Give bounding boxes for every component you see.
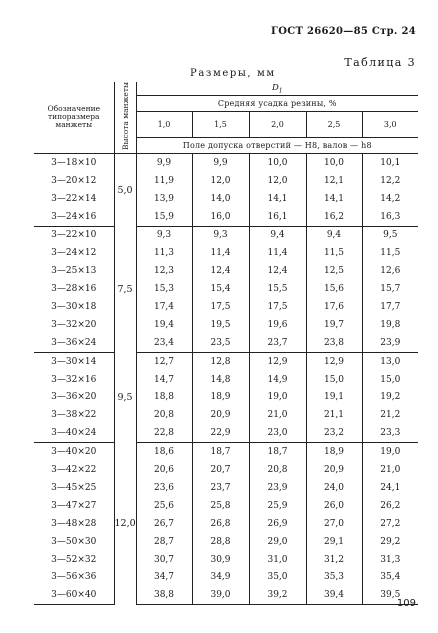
d1-value: 18,9 bbox=[192, 389, 249, 407]
d1-value: 27,2 bbox=[380, 518, 401, 529]
d1-value: 17,4 bbox=[136, 298, 192, 316]
d1-value: 20,8 bbox=[249, 461, 306, 479]
table-row bbox=[34, 352, 418, 370]
cuff-designation: 3—25×13 bbox=[34, 262, 114, 280]
d1-value: 22,8 bbox=[136, 424, 192, 442]
cuff-designation: 3—40×24 bbox=[34, 424, 114, 442]
d1-value: 17,7 bbox=[380, 302, 401, 313]
d1-value: 9,4 bbox=[249, 226, 306, 244]
cuff-designation: 3—22×10 bbox=[34, 226, 114, 244]
d1-value: 18,9 bbox=[306, 443, 362, 461]
d1-value: 21,1 bbox=[306, 406, 362, 424]
d1-header bbox=[136, 82, 418, 96]
d1-value: 20,9 bbox=[192, 406, 249, 424]
designation-header: Обозначение типоразмера манжеты bbox=[34, 82, 114, 153]
page-header: ГОСТ 26620—85 Стр. 24 bbox=[270, 26, 416, 37]
cuff-designation: 3—24×12 bbox=[34, 244, 114, 262]
d1-value: 12,9 bbox=[249, 352, 306, 370]
table-row bbox=[34, 334, 418, 352]
table-row bbox=[34, 406, 418, 424]
d1-value: 19,8 bbox=[380, 319, 401, 330]
table-row bbox=[34, 479, 418, 497]
d1-value: 23,3 bbox=[362, 424, 418, 442]
table-row bbox=[34, 316, 418, 334]
cuff-designation: 3—20×12 bbox=[34, 172, 114, 190]
cuff-height: 12,0 bbox=[114, 443, 136, 605]
d1-value: 19,0 bbox=[380, 447, 401, 458]
d1-value: 15,4 bbox=[192, 280, 249, 298]
d1-value: 30,9 bbox=[192, 551, 249, 569]
d1-value: 20,6 bbox=[136, 461, 192, 479]
d1-value: 9,4 bbox=[306, 226, 362, 244]
d1-value: 14,1 bbox=[306, 190, 362, 208]
d1-value: 11,4 bbox=[192, 244, 249, 262]
d1-value: 29,2 bbox=[380, 536, 401, 547]
table-row bbox=[34, 461, 418, 479]
d1-value: 10,0 bbox=[249, 153, 306, 171]
d1-value: 38,8 bbox=[136, 586, 192, 604]
cuff-designation: 3—28×16 bbox=[34, 280, 114, 298]
d1-value: 12,4 bbox=[249, 262, 306, 280]
d1-value: 31,2 bbox=[306, 551, 362, 569]
d1-value: 15,5 bbox=[249, 280, 306, 298]
shrinkage-col-2: 1,5 bbox=[192, 112, 249, 137]
d1-value: 20,9 bbox=[306, 461, 362, 479]
d1-value: 23,2 bbox=[306, 424, 362, 442]
d1-value: 20,8 bbox=[136, 406, 192, 424]
cuff-designation: 3—32×20 bbox=[34, 316, 114, 334]
d1-value: 23,7 bbox=[192, 479, 249, 497]
table-row bbox=[34, 586, 418, 604]
d1-value: 19,7 bbox=[306, 316, 362, 334]
d1-value: 31,0 bbox=[249, 551, 306, 569]
d1-value: 30,7 bbox=[136, 551, 192, 569]
d1-value: 14,0 bbox=[192, 190, 249, 208]
d1-value: 26,7 bbox=[136, 515, 192, 533]
table-row bbox=[34, 371, 418, 389]
d1-value: 12,8 bbox=[192, 352, 249, 370]
d1-value: 17,6 bbox=[306, 298, 362, 316]
table-row bbox=[34, 208, 418, 226]
d1-subscript: 1 bbox=[278, 87, 283, 95]
cuff-designation: 3—24×16 bbox=[34, 208, 114, 226]
cuff-designation: 3—42×22 bbox=[34, 461, 114, 479]
d1-value: 19,5 bbox=[192, 316, 249, 334]
d1-value: 25,9 bbox=[249, 497, 306, 515]
d1-value: 39,4 bbox=[306, 586, 362, 604]
d1-value: 12,0 bbox=[192, 172, 249, 190]
d1-value: 23,9 bbox=[249, 479, 306, 497]
d1-value: 9,9 bbox=[136, 153, 192, 171]
cuff-designation: 3—30×14 bbox=[34, 352, 114, 370]
table-body bbox=[34, 153, 418, 604]
d1-value: 26,2 bbox=[380, 500, 401, 511]
table-row bbox=[34, 298, 418, 316]
d1-value: 12,4 bbox=[192, 262, 249, 280]
cuff-height: 7,5 bbox=[114, 226, 136, 352]
d1-value: 11,5 bbox=[306, 244, 362, 262]
d1-value: 16,1 bbox=[249, 208, 306, 226]
d1-value: 23,7 bbox=[249, 334, 306, 352]
d1-value: 18,7 bbox=[249, 443, 306, 461]
cuff-designation: 3—60×40 bbox=[34, 586, 114, 604]
d1-value: 39,0 bbox=[192, 586, 249, 604]
cuff-designation: 3—32×16 bbox=[34, 371, 114, 389]
d1-value: 14,1 bbox=[249, 190, 306, 208]
d1-value: 23,9 bbox=[362, 334, 418, 352]
dimensions-table bbox=[34, 82, 418, 605]
d1-value: 9,3 bbox=[136, 226, 192, 244]
d1-value: 12,0 bbox=[249, 172, 306, 190]
d1-value: 16,2 bbox=[306, 208, 362, 226]
d1-value: 19,1 bbox=[306, 389, 362, 407]
d1-value: 12,1 bbox=[306, 172, 362, 190]
cuff-designation: 3—47×27 bbox=[34, 497, 114, 515]
d1-value: 35,3 bbox=[306, 568, 362, 586]
d1-value: 31,3 bbox=[380, 554, 401, 565]
d1-value: 11,9 bbox=[136, 172, 192, 190]
table-row bbox=[34, 280, 418, 298]
d1-value: 34,9 bbox=[192, 568, 249, 586]
height-header bbox=[114, 82, 136, 153]
d1-value: 15,0 bbox=[306, 371, 362, 389]
table-row bbox=[34, 172, 418, 190]
height-header-text: Высота манжеты bbox=[120, 82, 130, 150]
d1-value: 25,8 bbox=[192, 497, 249, 515]
d1-value: 15,9 bbox=[136, 208, 192, 226]
d1-value: 14,9 bbox=[249, 371, 306, 389]
d1-value: 10,1 bbox=[380, 157, 401, 168]
d1-symbol: D bbox=[271, 82, 279, 93]
d1-value: 19,2 bbox=[380, 392, 401, 403]
d1-value: 11,3 bbox=[136, 244, 192, 262]
d1-value: 35,0 bbox=[249, 568, 306, 586]
table-row bbox=[34, 568, 418, 586]
d1-value: 15,6 bbox=[306, 280, 362, 298]
cuff-designation: 3—45×25 bbox=[34, 479, 114, 497]
cuff-designation: 3—36×20 bbox=[34, 389, 114, 407]
cuff-designation: 3—48×28 bbox=[34, 515, 114, 533]
d1-value: 12,7 bbox=[136, 352, 192, 370]
d1-value: 13,9 bbox=[136, 190, 192, 208]
cuff-designation: 3—18×10 bbox=[34, 153, 114, 171]
cuff-designation: 3—40×20 bbox=[34, 443, 114, 461]
cuff-designation: 3—38×22 bbox=[34, 406, 114, 424]
d1-value: 26,9 bbox=[249, 515, 306, 533]
d1-value: 15,7 bbox=[380, 284, 401, 295]
d1-value: 20,7 bbox=[192, 461, 249, 479]
d1-value: 17,5 bbox=[192, 298, 249, 316]
d1-value: 11,4 bbox=[249, 244, 306, 262]
d1-value: 23,4 bbox=[136, 334, 192, 352]
d1-value: 14,7 bbox=[136, 371, 192, 389]
d1-value: 21,0 bbox=[380, 465, 401, 476]
d1-value: 10,0 bbox=[306, 153, 362, 171]
cuff-designation: 3—56×36 bbox=[34, 568, 114, 586]
d1-value: 29,0 bbox=[249, 533, 306, 551]
d1-value: 21,0 bbox=[249, 406, 306, 424]
cuff-designation: 3—30×18 bbox=[34, 298, 114, 316]
table-row bbox=[34, 533, 418, 551]
shrinkage-header: Средняя усадка резины, % bbox=[136, 96, 418, 112]
d1-value: 23,0 bbox=[249, 424, 306, 442]
d1-value: 29,1 bbox=[306, 533, 362, 551]
d1-value: 21,2 bbox=[380, 410, 401, 421]
d1-value: 19,4 bbox=[136, 316, 192, 334]
table-row bbox=[34, 153, 418, 171]
d1-value: 9,9 bbox=[192, 153, 249, 171]
table-title: Таблица 3 bbox=[344, 56, 416, 69]
d1-value: 16,3 bbox=[362, 208, 418, 226]
d1-value: 22,9 bbox=[192, 424, 249, 442]
d1-value: 25,6 bbox=[136, 497, 192, 515]
d1-value: 23,8 bbox=[306, 334, 362, 352]
d1-value: 18,8 bbox=[136, 389, 192, 407]
table-row bbox=[34, 190, 418, 208]
shrinkage-col-1: 1,0 bbox=[136, 112, 192, 137]
d1-value: 28,8 bbox=[192, 533, 249, 551]
table-row bbox=[34, 497, 418, 515]
table-row bbox=[34, 443, 418, 461]
shrinkage-col-3: 2,0 bbox=[249, 112, 306, 137]
cuff-designation: 3—50×30 bbox=[34, 533, 114, 551]
d1-value: 9,5 bbox=[383, 230, 398, 241]
d1-value: 34,7 bbox=[136, 568, 192, 586]
d1-value: 13,0 bbox=[380, 356, 401, 367]
d1-value: 23,5 bbox=[192, 334, 249, 352]
d1-value: 15,3 bbox=[136, 280, 192, 298]
d1-value: 26,8 bbox=[192, 515, 249, 533]
d1-value: 11,5 bbox=[380, 248, 401, 259]
d1-value: 14,2 bbox=[380, 193, 401, 204]
d1-value: 17,5 bbox=[249, 298, 306, 316]
cuff-designation: 3—52×32 bbox=[34, 551, 114, 569]
d1-value: 24,0 bbox=[306, 479, 362, 497]
d1-value: 14,8 bbox=[192, 371, 249, 389]
shrinkage-col-4: 2,5 bbox=[306, 112, 362, 137]
page-number: 109 bbox=[396, 598, 416, 609]
d1-value: 12,9 bbox=[306, 352, 362, 370]
d1-value: 39,2 bbox=[249, 586, 306, 604]
d1-value: 19,0 bbox=[249, 389, 306, 407]
table-row bbox=[34, 551, 418, 569]
cuff-designation: 3—36×24 bbox=[34, 334, 114, 352]
d1-value: 18,7 bbox=[192, 443, 249, 461]
table-row bbox=[34, 424, 418, 442]
d1-value: 23,6 bbox=[136, 479, 192, 497]
cuff-height: 9,5 bbox=[114, 352, 136, 442]
d1-value: 26,0 bbox=[306, 497, 362, 515]
d1-value: 24,1 bbox=[380, 482, 401, 493]
table-row bbox=[34, 244, 418, 262]
d1-value: 39,5 bbox=[362, 586, 418, 604]
d1-value: 12,6 bbox=[380, 266, 401, 277]
d1-value: 12,5 bbox=[306, 262, 362, 280]
d1-value: 19,6 bbox=[249, 316, 306, 334]
table-row bbox=[34, 515, 418, 533]
units-caption: Размеры, мм bbox=[190, 68, 276, 79]
shrinkage-col-5: 3,0 bbox=[362, 112, 418, 137]
d1-value: 15,0 bbox=[380, 374, 401, 385]
cuff-height: 5,0 bbox=[114, 153, 136, 226]
d1-value: 35,4 bbox=[380, 572, 401, 583]
tolerance-header: Поле допуска отверстий — Н8, валов — h8 bbox=[136, 137, 418, 153]
d1-value: 12,3 bbox=[136, 262, 192, 280]
table-row bbox=[34, 262, 418, 280]
d1-value: 18,6 bbox=[136, 443, 192, 461]
d1-value: 9,3 bbox=[192, 226, 249, 244]
d1-value: 12,2 bbox=[380, 175, 401, 186]
table-row bbox=[34, 226, 418, 244]
d1-value: 28,7 bbox=[136, 533, 192, 551]
cuff-designation: 3—22×14 bbox=[34, 190, 114, 208]
d1-value: 27,0 bbox=[306, 515, 362, 533]
d1-value: 16,0 bbox=[192, 208, 249, 226]
table-row bbox=[34, 389, 418, 407]
